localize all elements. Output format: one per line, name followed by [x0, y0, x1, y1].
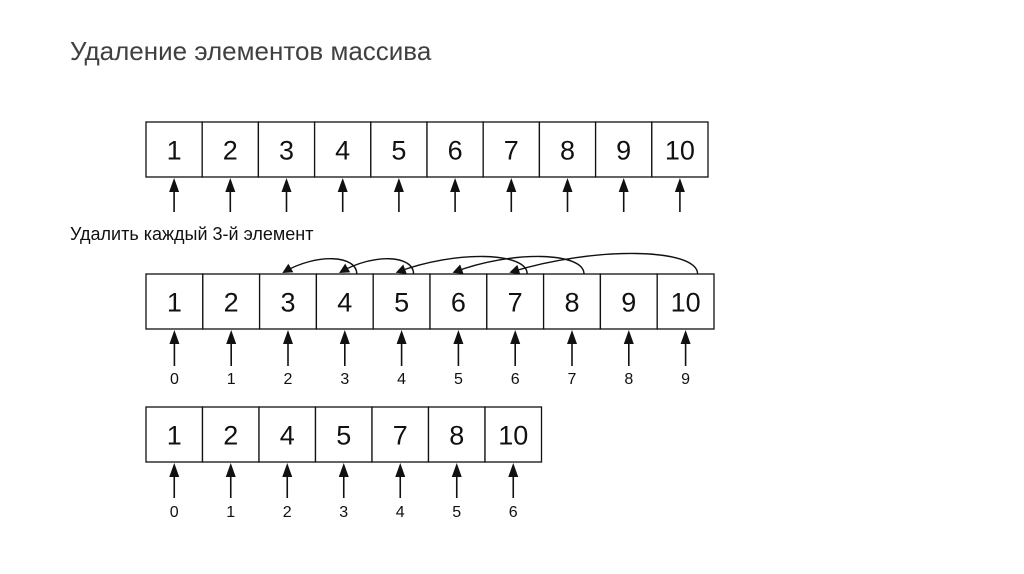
- pointer-arrow-head: [567, 330, 577, 344]
- pointer-arrow-head: [450, 178, 460, 192]
- cell-value: 8: [449, 420, 465, 451]
- cell-value: 6: [447, 135, 463, 166]
- pointer-arrow-head: [675, 178, 685, 192]
- pointer-arrow-head: [453, 330, 463, 344]
- cell-index: 4: [395, 504, 405, 521]
- cell-index: 6: [508, 504, 518, 521]
- pointer-arrow-head: [338, 178, 348, 192]
- cell-index: 9: [681, 371, 691, 388]
- cell-value: 10: [664, 135, 695, 166]
- pointer-arrow-head: [452, 463, 462, 477]
- cell-value: 4: [279, 420, 295, 451]
- cell-value: 1: [166, 287, 182, 318]
- pointer-arrow-head: [624, 330, 634, 344]
- pointer-arrow-head: [282, 178, 292, 192]
- pointer-arrow-head: [226, 330, 236, 344]
- cell-value: 2: [223, 420, 239, 451]
- cell-value: 7: [392, 420, 408, 451]
- cell-index: 0: [169, 371, 179, 388]
- cell-value: 5: [336, 420, 352, 451]
- cell-value: 6: [450, 287, 466, 318]
- cell-value: 5: [394, 287, 410, 318]
- pointer-arrow-head: [169, 178, 179, 192]
- slide-title: Удаление элементов массива: [70, 36, 432, 66]
- array-original: [146, 122, 708, 212]
- cell-index: 1: [226, 504, 236, 521]
- cell-value: 3: [278, 135, 295, 166]
- pointer-arrow-head: [339, 463, 349, 477]
- pointer-arrow-head: [395, 463, 405, 477]
- cell-index: 4: [397, 371, 407, 388]
- cell-index: 3: [340, 371, 350, 388]
- cell-value: 5: [391, 135, 407, 166]
- cell-index: 2: [282, 504, 292, 521]
- cell-index: 1: [226, 371, 236, 388]
- shift-arrow: [341, 259, 414, 274]
- array-result: [146, 407, 542, 521]
- pointer-arrow-head: [619, 178, 629, 192]
- cell-index: 8: [624, 371, 634, 388]
- cell-value: 10: [498, 420, 529, 451]
- pointer-arrow-head: [508, 463, 518, 477]
- cell-value: 7: [507, 287, 523, 318]
- pointer-arrow-head: [340, 330, 350, 344]
- cell-value: 10: [670, 287, 701, 318]
- cell-value: 9: [616, 135, 632, 166]
- pointer-arrow-head: [394, 178, 404, 192]
- cell-value: 7: [503, 135, 519, 166]
- pointer-arrow-head: [225, 178, 235, 192]
- pointer-arrow-head: [169, 463, 179, 477]
- pointer-arrow-head: [563, 178, 573, 192]
- task-caption: Удалить каждый 3-й элемент: [70, 224, 314, 244]
- cell-index: 3: [339, 504, 349, 521]
- cell-value: 3: [280, 287, 296, 318]
- pointer-arrow-head: [283, 330, 293, 344]
- cell-index: 2: [283, 371, 293, 388]
- array-shifting: [146, 274, 714, 388]
- pointer-arrow-head: [169, 330, 179, 344]
- cell-index: 5: [452, 504, 462, 521]
- pointer-arrow-head: [510, 330, 520, 344]
- cell-value: 1: [166, 135, 182, 166]
- cell-index: 5: [453, 371, 463, 388]
- cell-value: 9: [621, 287, 637, 318]
- pointer-arrow-head: [282, 463, 292, 477]
- cell-value: 4: [337, 287, 353, 318]
- cell-index: 0: [169, 504, 179, 521]
- cell-value: 8: [559, 135, 576, 166]
- shift-arrow: [284, 259, 357, 274]
- pointer-arrow-head: [681, 330, 691, 344]
- cell-value: 2: [222, 135, 238, 166]
- cell-value: 2: [223, 287, 239, 318]
- cell-index: 7: [567, 371, 577, 388]
- pointer-arrow-head: [397, 330, 407, 344]
- cell-value: 8: [564, 287, 580, 318]
- pointer-arrow-head: [226, 463, 236, 477]
- cell-value: 1: [166, 420, 182, 451]
- cell-index: 6: [510, 371, 520, 388]
- shift-arrows: [284, 253, 698, 274]
- cell-value: 4: [335, 135, 351, 166]
- pointer-arrow-head: [506, 178, 516, 192]
